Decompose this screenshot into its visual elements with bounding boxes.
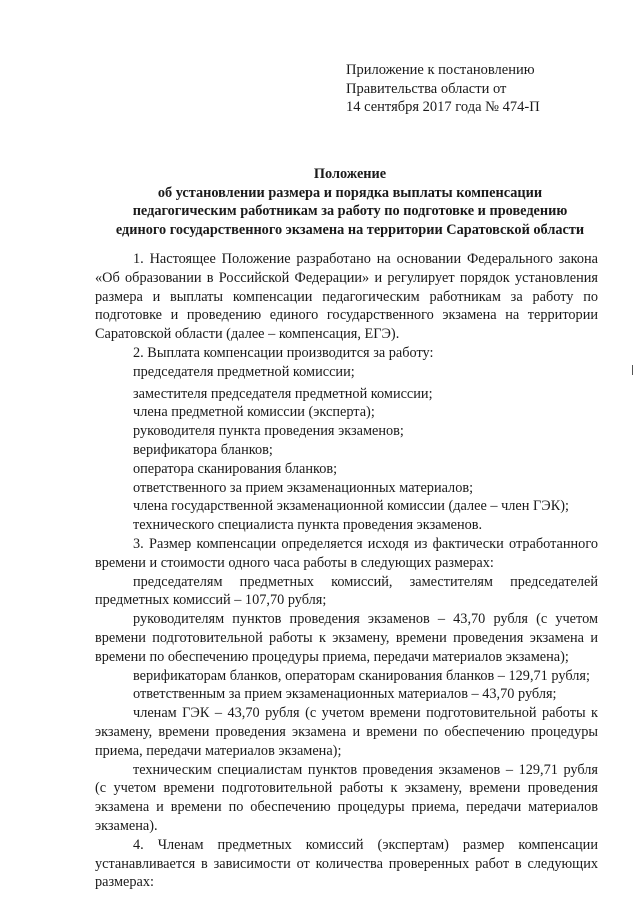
list-item: руководителя пункта проведения экзаменов; xyxy=(133,423,404,440)
list-item: ответственного за прием экзаменационных материалов; xyxy=(133,479,474,496)
paragraph-4: 4. Членам предметных комиссий (экспертам) размер компенсации устанавливается в зависимости от количества проверенных работ в следующих размерах: xyxy=(95,836,598,891)
rate-item: членам ГЭК – 43,70 рубля (с учетом времени подготовительной работы к экзамену, времени проведения экзамена и времени по обеспечению процедуры приема, передачи материалов экзамена); xyxy=(95,705,598,759)
approval-line-2: Правительства области от xyxy=(346,80,507,97)
rate-item: верификаторам бланков, операторам сканирования бланков – 129,71 рубля; xyxy=(133,667,590,684)
scan-edge-mark xyxy=(632,365,633,375)
approval-line-3: 14 сентября 2017 года № 474-П xyxy=(346,99,540,115)
title-line-2: об установлении размера и порядка выплаты компенсации xyxy=(157,184,543,201)
paragraph-2: 2. Выплата компенсации производится за работу: xyxy=(133,344,434,361)
rate-item: ответственным за прием экзаменационных материалов – 43,70 рубля; xyxy=(133,686,557,703)
paragraph-3: 3. Размер компенсации определяется исходя из фактически отработанного времени и стоимости одного часа работы в следующих размерах: xyxy=(95,535,598,571)
list-item: председателя предметной комиссии; xyxy=(133,363,355,380)
list-item: заместителя председателя предметной комиссии; xyxy=(133,385,433,402)
title-line-3: педагогическим работникам за работу по подготовке и проведению xyxy=(132,203,568,219)
rate-item: техническим специалистам пунктов проведения экзаменов – 129,71 рубля (с учетом времени подготовительной работы к экзамену, времени проведения экзамена и времени по обеспечению процедуры приема, передачи материалов экзамена). xyxy=(95,761,598,834)
list-item: члена государственной экзаменационной комиссии (далее – член ГЭК); xyxy=(133,498,569,515)
work-list xyxy=(95,363,598,535)
approval-line-1: Приложение к постановлению xyxy=(346,62,535,78)
list-item: члена предметной комиссии (эксперта); xyxy=(133,404,375,421)
list-item: технического специалиста пункта проведения экзаменов. xyxy=(133,517,483,534)
document-body xyxy=(95,250,598,892)
document-title xyxy=(84,165,616,239)
list-item: верификатора бланков; xyxy=(133,441,273,458)
rate-item: председателям предметных комиссий, заместителям председателей предметных комиссий – 107,70 рубля; xyxy=(95,573,598,609)
approval-stamp xyxy=(346,61,626,117)
paragraph-1: 1. Настоящее Положение разработано на основании Федерального закона «Об образовании в Российской Федерации» и регулирует порядок установления размера и выплаты компенсации педагогическим работникам за работу по подготовке и проведению единого государственного экзамена на территории Саратовской области (далее – компенсация, ЕГЭ). xyxy=(95,251,598,343)
title-line-4: единого государственного экзамена на территории Саратовской области xyxy=(115,221,585,238)
rate-item: руководителям пунктов проведения экзаменов – 43,70 рубля (с учетом времени подготовительной работы к экзамену, времени проведения экзамена и времени по обеспечению процедуры приема, передачи материалов экзамена); xyxy=(95,611,598,665)
list-item: оператора сканирования бланков; xyxy=(133,460,338,477)
title-line-1: Положение xyxy=(313,166,387,182)
